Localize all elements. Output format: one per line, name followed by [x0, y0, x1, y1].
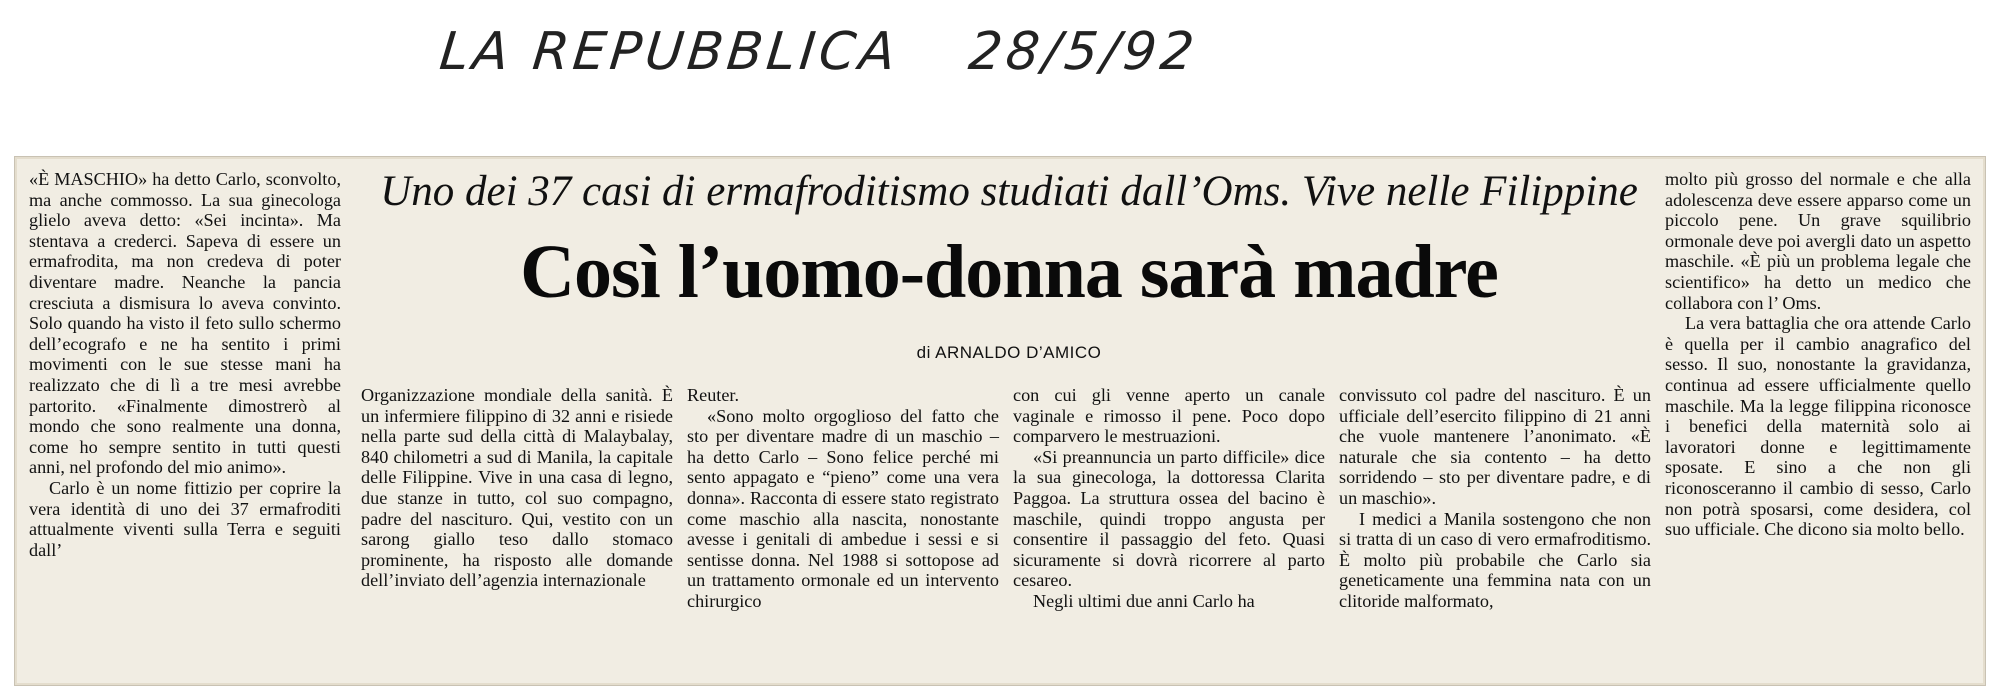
- article-paragraph: «È MASCHIO» ha detto Carlo, sconvolto, ma anche commosso. La sua ginecologa glielo aveva detto: «Sei incinta». Ma stentava a crederci. Sapeva di essere un ermafrodita, ma non credeva di poter diventare madre. Neanche la pancia cresciuta a dismisura lo aveva convinto. Solo quando ha visto il feto sullo schermo dell’ecografo e ne ha sentito i primi movimenti con le sue stesse mani ha realizzato che di lì a tre mesi avrebbe partorito. «Finalmente dimostrerò al mondo che sono realmente una donna, come ho sempre sentito in tutti questi anni, nel profondo del mio animo».: [29, 169, 341, 478]
- article-paragraph: «Si preannuncia un parto difficile» dice la sua ginecologa, la dottoressa Clarita Paggoa. La struttura ossea del bacino è maschile, quindi troppo angusta per consentire il passaggio del feto. Quasi sicuramente si dovrà ricorrere al parto cesareo.: [1013, 446, 1325, 591]
- article-paragraph: La vera battaglia che ora attende Carlo è quella per il cambio anagrafico del sesso. Il suo, nonostante la gravidanza, continua ad essere ufficialmente quello maschile. Ma la legge filippina riconosce i benefici della maternità solo ai lavoratori donne e legittimamente sposate. E sino a che non gli riconosceranno il cambio di sesso, Carlo non potrà sposarsi, come desidera, col suo ufficiale. Che dicono sia molto bello.: [1665, 313, 1971, 540]
- article-paragraph: convissuto col padre del nascituro. È un ufficiale dell’esercito filippino di 21 anni che vuole mantenere l’anonimato. «È naturale che sia contento – ha detto sorridendo – sto per diventare padre, e di un maschio».: [1339, 385, 1651, 508]
- article-headline: Così l’uomo-donna sarà madre: [520, 230, 1498, 314]
- article-column-1: [29, 169, 341, 560]
- handwritten-annotation: [437, 22, 1201, 82]
- article-paragraph: molto più grosso del normale e che alla adolescenza deve essere apparso come un piccolo pene. Un grave squilibrio ormonale deve poi avergli dato un aspetto maschile. «È più un problema legale che scientifico» ha detto un medico che collabora con l’ Oms.: [1665, 169, 1971, 313]
- article-subtitle: Uno dei 37 casi di ermafroditismo studiati dall’Oms. Vive nelle Filippine: [380, 168, 1638, 215]
- article-paragraph: Negli ultimi due anni Carlo ha: [1033, 590, 1255, 611]
- article-column-6: [1665, 169, 1971, 540]
- article-paragraph: «Sono molto orgoglioso del fatto che sto per diventare madre di un maschio – ha detto Carlo – Sono felice perché mi sento appagato e “pieno” come una vera donna». Racconta di essere stato registrato come maschio alla nascita, nonostante avesse i genitali di ambedue i sessi e si sentisse donna. Nel 1988 si sottopose ad un trattamento ormonale ed un intervento chirurgico: [687, 405, 999, 611]
- article-paragraph: Reuter.: [687, 385, 740, 405]
- article-column-4: [1013, 385, 1325, 612]
- article-byline: di ARNALDO D’AMICO: [916, 343, 1102, 362]
- article-paragraph: con cui gli venne aperto un canale vaginale e rimosso il pene. Poco dopo comparvero le mestruazioni.: [1013, 385, 1325, 447]
- article-column-2: [361, 385, 673, 591]
- handwritten-date: 28/5/92: [965, 22, 1201, 82]
- newspaper-clipping: [14, 156, 1986, 686]
- article-paragraph: Carlo è un nome fittizio per coprire la vera identità di uno dei 37 ermafroditi attualmente viventi sulla Terra e seguiti dall’: [29, 477, 341, 560]
- handwritten-newspaper-name: LA REPUBBLICA: [436, 22, 903, 82]
- article-paragraph: Organizzazione mondiale della sanità. È un infermiere filippino di 32 anni e risiede nella parte sud della città di Malaybalay, 840 chilometri a sud di Manila, la capitale delle Filippine. Vive in una casa di legno, due stanze in tutto, col suo compagno, padre del nascituro. Qui, vestito con un sarong giallo teso dallo stomaco prominente, ha risposto alle domande dell’inviato dell’agenzia internazionale: [361, 385, 673, 591]
- article-column-5: [1339, 385, 1651, 612]
- article-column-3: [687, 385, 999, 612]
- article-paragraph: I medici a Manila sostengono che non si tratta di un caso di vero ermafroditismo. È molto più probabile che Carlo sia geneticamente una femmina nata con un clitoride malformato,: [1339, 508, 1651, 611]
